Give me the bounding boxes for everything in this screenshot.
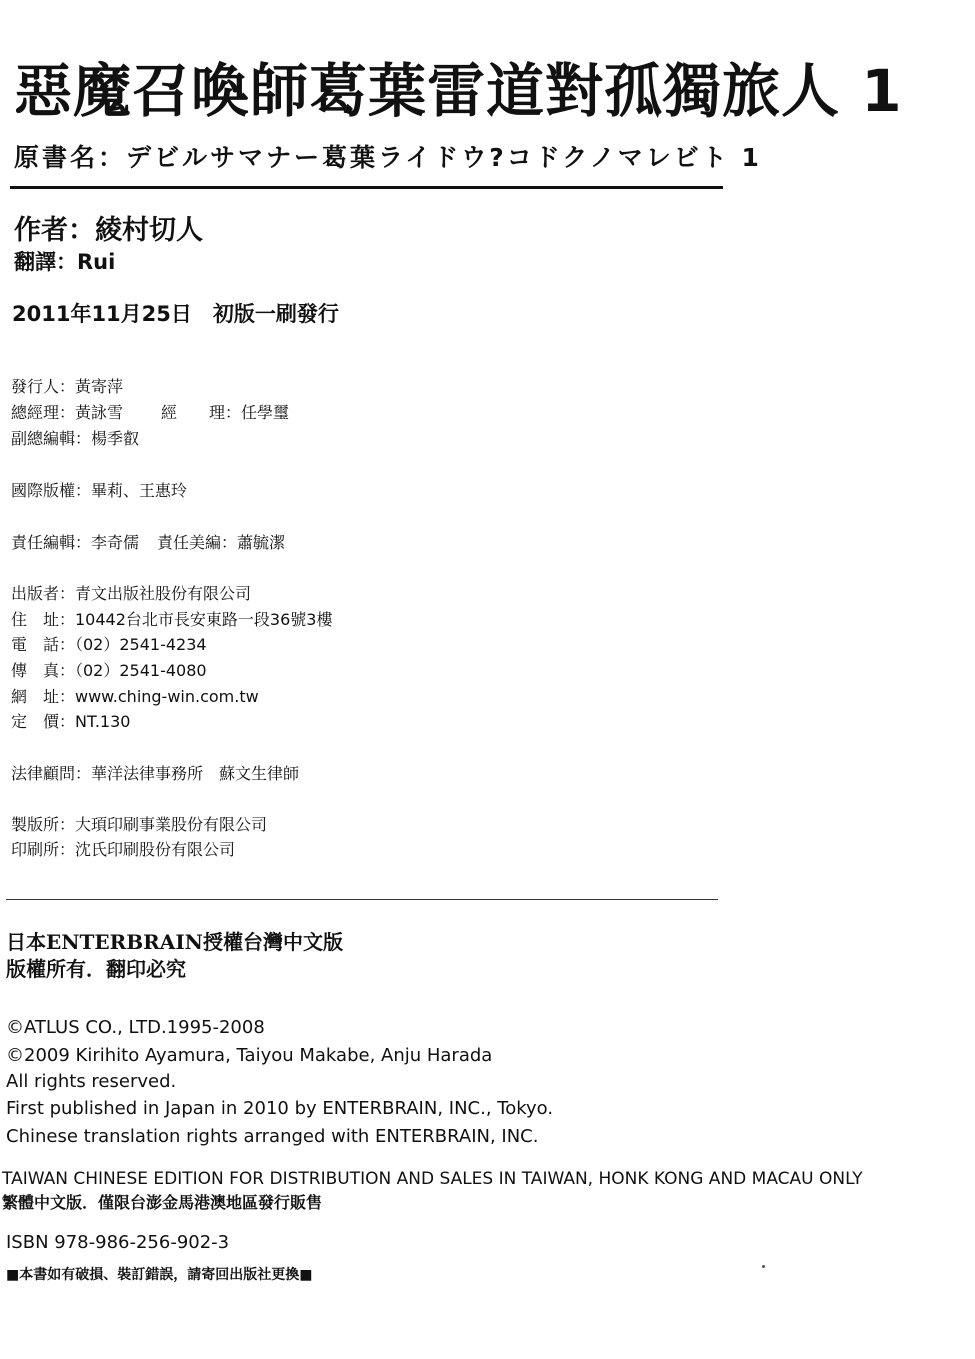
- license-line-1: 日本ENTERBRAIN授權台灣中文版: [6, 930, 343, 954]
- address-line: 住 址：10442台北市長安東路一段36號3樓: [11, 610, 333, 629]
- license-line-2: 版權所有．翻印必究: [6, 957, 186, 981]
- copyright-line-5: Chinese translation rights arranged with ENTERBRAIN, INC.: [6, 1126, 539, 1147]
- original-title: 原書名：デビルサマナー葛葉ライドウ?コドクノマレビト 1: [14, 143, 762, 172]
- printer: 印刷所：沈氏印刷股份有限公司: [11, 840, 236, 859]
- legal-advisor: 法律顧問：華洋法律事務所 蘇文生律師: [11, 764, 300, 783]
- speck: [762, 1265, 765, 1268]
- return-notice: ■本書如有破損、裝訂錯誤，請寄回出版社更換■: [6, 1267, 313, 1283]
- distribution-en: TAIWAN CHINESE EDITION FOR DISTRIBUTION AND SALES IN TAIWAN, HONK KONG AND MACAU ONLY: [2, 1169, 863, 1189]
- copyright-line-2: ©2009 Kirihito Ayamura, Taiyou Makabe, Anju Harada: [6, 1045, 493, 1066]
- rights-line: 國際版權：畢莉、王惠玲: [11, 481, 188, 500]
- website-line: 網 址：www.ching-win.com.tw: [11, 687, 259, 706]
- isbn: ISBN 978-986-256-902-3: [6, 1232, 230, 1253]
- manager: 經 理：任學璽: [161, 403, 290, 422]
- fax-line: 傳 真：（02）2541-4080: [11, 661, 207, 680]
- distribution-zh: 繁體中文版．僅限台澎金馬港澳地區發行販售: [2, 1193, 323, 1212]
- editors-row: [11, 530, 285, 553]
- publish-date-line: 2011年11月25日 初版一刷發行: [12, 302, 339, 326]
- book-title: 惡魔召喚師葛葉雷道對孤獨旅人 1: [14, 57, 903, 125]
- responsible-editor: 責任編輯：李奇儒: [11, 533, 140, 552]
- art-editor: 責任美編：蕭毓潔: [157, 533, 286, 552]
- translator-line: 翻譯：Rui: [14, 250, 116, 274]
- phone-line: 電 話：（02）2541-4234: [11, 635, 207, 654]
- plate-maker: 製版所：大頊印刷事業股份有限公司: [11, 815, 268, 834]
- publisher-person: 發行人：黃寄萍: [11, 377, 124, 396]
- deputy-editor: 副總編輯：楊季叡: [11, 429, 140, 448]
- author-line: 作者：綾村切人: [14, 215, 203, 246]
- general-manager: 總經理：黃詠雪: [11, 403, 124, 422]
- publisher-company: 出版者：青文出版社股份有限公司: [11, 584, 252, 603]
- copyright-line-1: ©ATLUS CO., LTD.1995-2008: [6, 1017, 265, 1038]
- divider-bottom: [6, 899, 718, 900]
- divider-top: [10, 186, 723, 189]
- copyright-line-3: All rights reserved.: [6, 1071, 177, 1092]
- general-manager-row: [11, 400, 289, 423]
- copyright-line-4: First published in Japan in 2010 by ENTERBRAIN, INC., Tokyo.: [6, 1098, 554, 1119]
- price-line: 定 價：NT.130: [11, 712, 131, 731]
